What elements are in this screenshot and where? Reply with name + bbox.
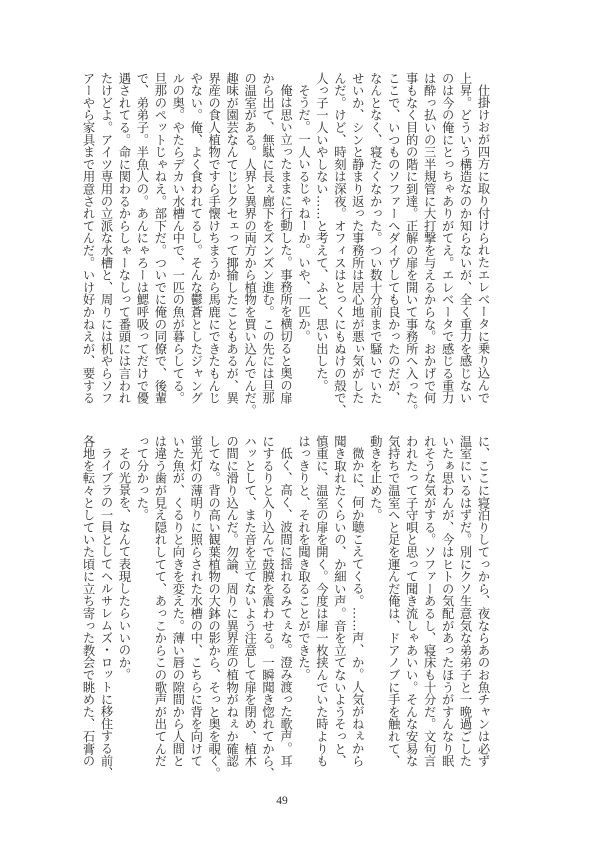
text-column: アーやら家具まで用意されてんだ。いけ好かねえが、要する <box>81 72 96 405</box>
text-column: に、ここに寝泊りしてっから、夜ならあのお魚チャンは必ず <box>476 435 490 768</box>
text-column: の間に滑り込んだ。勿論、周りに異界産の植物がねぇか確認 <box>224 435 239 768</box>
text-column: 蛍光灯の薄明りに照らされた水槽の中、こちらに背を向けて <box>188 435 203 768</box>
text-column: 温室にいるはずだ。別にクソ生意気な弟弟子と一晩過ごした <box>458 435 473 768</box>
text-column: 上昇。どういう構造なのか知らないが、全く重力を感じない <box>458 72 473 405</box>
text-column: 低く、高く、波間に揺れるみてぇな。澄み渡った歌声。耳 <box>278 447 293 768</box>
text-column: はっきりと、それを聞き取ることができた。 <box>296 435 311 681</box>
text-column: 慎重に、温室の扉を開く。今度は扉一枚挟んでいた時よりも <box>314 435 329 768</box>
text-column: は違う歯が見え隠れしてて、あっこからこの歌声が出てんだ <box>152 435 167 768</box>
text-block-upper-tier <box>78 72 491 417</box>
page-number: 49 <box>276 795 288 807</box>
text-column: われたって子守唄と思って聞き流しゃあいい。そんな安易な <box>404 435 419 768</box>
text-column: 気持ちで温室へと足を運んだ俺は、ドアノブに手を触れて、 <box>386 435 401 768</box>
text-column: そうだ。一人いるじゃねーか。いや、一匹か。 <box>296 84 311 343</box>
text-column: って分かった。 <box>134 435 149 522</box>
text-column: 俺は思い立ったままに行動した。事務所を横切ると奥の扉 <box>278 84 293 405</box>
text-column: たけどよ。アイツ専用の立派な水槽と、周りには机やらソフ <box>98 72 113 405</box>
text-column: いたぁ思わんが、今はヒトの気配があったほうがすんなり眠 <box>440 435 455 768</box>
text-column: れそうな気がする。ソファーあるし、寝床も十分だ。文句言 <box>422 435 437 768</box>
text-column: 界産の食人植物ですら手懐けちまうから馬鹿にできたもんじ <box>206 72 221 405</box>
text-column: 人っ子一人いやしない……と考えて、ふと、思い出した。 <box>314 72 329 392</box>
text-column: ルの奥。やたらデカい水槽ん中で、一匹の魚が暮らしてる。 <box>170 72 185 405</box>
text-column: 微かに、何か聴こえてくる。……声、か。人気がねぇから <box>350 447 365 768</box>
text-column: 聞き取れたくらいの、か細い声。音を立てないようそっと、 <box>332 435 347 768</box>
text-column: で、弟弟子。半魚人の。あんにゃろーは鰓呼吸ってだけで優 <box>134 72 149 405</box>
text-column: 趣味が園芸なんてじじクセェって揶揄したこともあるが、異 <box>224 72 239 405</box>
text-column: から出て、無駄に長ぇ廊下をズンズン進む。この先には旦那 <box>260 72 275 405</box>
text-column: は酔っ払いの三半規管に大打撃を与えるからな。おかげで何 <box>422 72 437 405</box>
text-column: んだ。けど、時刻は深夜。オフィスはとっくにもぬけの殻で、 <box>332 72 347 417</box>
text-column: 各地を転々としていた頃に立ち寄った教会で眺めた、石膏の <box>81 435 96 768</box>
text-column: にするりと入り込んで鼓膜を震わせる。一瞬聞き惚れてから、 <box>260 435 275 780</box>
text-column: 動きを止めた。 <box>368 435 383 522</box>
text-column: ハッとして、また音を立てないよう注意して扉を閉め、植木 <box>242 435 257 768</box>
text-column: 遇されてる。命に関わるからしゃーなしって番頭には言われ <box>116 72 131 405</box>
text-column: その光景を、なんて表現したらいいのか。 <box>116 447 131 681</box>
text-column: いた魚が、くるりと向きを変えた。薄い唇の隙間から人間と <box>170 435 185 768</box>
text-column: 事もなく目的の階に到達。正解の扉を開いて事務所へ入った。 <box>404 72 419 417</box>
text-column: 仕掛けおが四方に取り付けられたエレベータに乗り込んで <box>476 84 490 405</box>
text-column: ここで、いつものソファーへダイヴしても良かったのだが、 <box>386 72 401 405</box>
text-column: やない。俺、よく食われてるし。そんな鬱蒼としたジャング <box>188 72 203 405</box>
text-column: してな。背の高い観葉植物の大鉢の影から、そっと奥を覗く。 <box>206 435 221 780</box>
text-column: せいか、シンと静まり返った事務所は居心地が悪ぃ気がした <box>350 72 365 405</box>
text-column: 旦那のペットじゃねえ。部下だ。ついでに俺の同僚で、後輩 <box>152 72 167 405</box>
text-column: のは今の俺にとっちゃありがてえ。エレベータで感じる重力 <box>440 72 455 405</box>
text-column: の温室がある。人界と異界の両方から植物を買い込んでんだ。 <box>242 72 257 417</box>
text-column: なんとなく、寝たくなかった。つい数十分前まで騒いでいた <box>368 72 383 405</box>
text-block-lower-tier <box>78 435 491 780</box>
text-column: ライブラの一員としてヘルサレムズ・ロットに移住する前、 <box>98 447 113 780</box>
